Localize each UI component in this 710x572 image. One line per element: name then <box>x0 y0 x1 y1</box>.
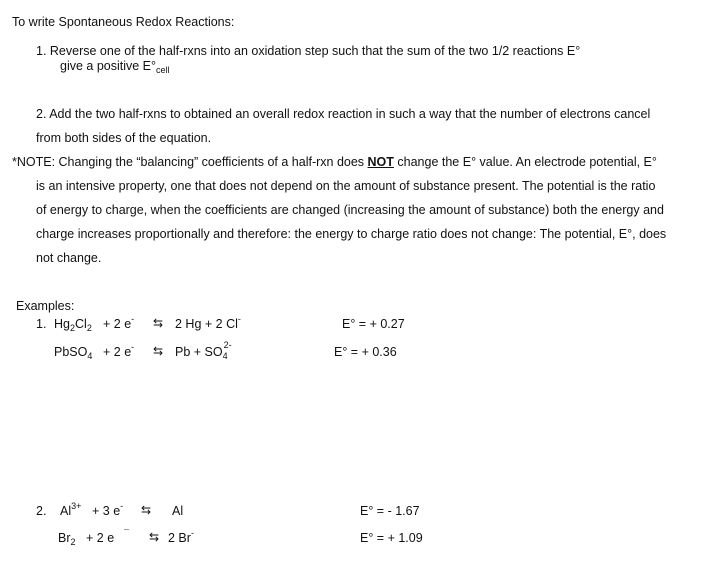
subscript: 2 <box>69 323 75 333</box>
example-2b-reactant <box>58 530 76 546</box>
electron-charge: - <box>120 501 124 511</box>
note-line-5: not change. <box>36 251 102 265</box>
equilibrium-arrow-icon: ⇆ <box>152 316 164 330</box>
example-2-product: Al <box>172 504 184 518</box>
ion-charge: 2- <box>223 340 232 350</box>
example-2b-potential: E° = + 1.09 <box>360 531 423 545</box>
note-text-a: *NOTE: Changing the “balancing” coefficients of a half-rxn does <box>12 155 368 169</box>
subscript: 2 <box>70 537 76 547</box>
electron-term: + 2 e <box>103 317 132 331</box>
subscript: 4 <box>87 351 93 361</box>
step-2-line-1: 2. Add the two half-rxns to obtained an overall redox reaction in such a way that the number of electrons cancel <box>36 107 651 121</box>
example-1-product <box>175 316 241 332</box>
note-text-b: change the E° value. An electrode potential, E° <box>393 155 657 169</box>
example-2-reactant <box>60 503 81 519</box>
ion-charge: - <box>237 314 241 324</box>
example-2-potential: E° = - 1.67 <box>360 504 420 518</box>
equilibrium-arrow-icon: ⇆ <box>152 344 164 358</box>
equilibrium-arrow-icon: ⇆ <box>148 530 160 544</box>
electron-charge: ¯ <box>124 528 130 538</box>
bromine-symbol: Br <box>58 531 71 545</box>
example-2b-electrons <box>86 530 129 546</box>
lead-sulfate-symbol: PbSO <box>54 345 88 359</box>
ion-charge: - <box>190 528 194 538</box>
note-line-2: is an intensive property, one that does not depend on the amount of substance present. The potential is the ratio <box>36 179 656 193</box>
example-1-potential: E° = + 0.27 <box>342 317 405 331</box>
electron-term: + 2 e <box>103 345 132 359</box>
example-1b-reactant <box>54 344 92 360</box>
example-1-reactant <box>54 316 92 332</box>
note-emphasis: NOT <box>367 155 394 169</box>
page-heading: To write Spontaneous Redox Reactions: <box>12 15 235 29</box>
step-2-line-2: from both sides of the equation. <box>36 131 212 145</box>
electron-term: + 2 e <box>86 531 115 545</box>
product-term: Pb + SO <box>175 345 223 359</box>
mercury-symbol: Hg <box>54 317 70 331</box>
step-1-text: give a positive E° <box>60 59 157 73</box>
example-1b-electrons <box>103 344 134 360</box>
sulfate-charge-stack <box>222 340 232 361</box>
subscript: 4 <box>222 351 228 361</box>
step-1-line-2 <box>60 58 170 74</box>
note-line-1 <box>12 154 657 170</box>
example-1b-potential: E° = + 0.36 <box>334 345 397 359</box>
ion-charge: 3+ <box>71 501 82 511</box>
equilibrium-arrow-icon: ⇆ <box>140 503 152 517</box>
aluminum-symbol: Al <box>60 504 72 518</box>
note-line-3: of energy to charge, when the coefficients are changed (increasing the amount of substance) both the energy and <box>36 203 664 217</box>
example-1-electrons <box>103 316 134 332</box>
example-2-number: 2. <box>36 504 47 518</box>
electron-charge: - <box>131 314 135 324</box>
note-line-4: charge increases proportionally and therefore: the energy to charge ratio does not change: The potential, E°, does <box>36 227 667 241</box>
electron-charge: - <box>131 342 135 352</box>
product-term: 2 Br <box>168 531 191 545</box>
example-1-number: 1. <box>36 317 47 331</box>
example-1b-product <box>175 340 232 361</box>
cell-subscript: cell <box>156 65 170 75</box>
example-2b-product <box>168 530 194 546</box>
example-2-electrons <box>92 503 123 519</box>
product-term: 2 Hg + 2 Cl <box>175 317 238 331</box>
subscript: 2 <box>86 323 92 333</box>
examples-label: Examples: <box>16 299 75 313</box>
electron-term: + 3 e <box>92 504 121 518</box>
step-1-line-1: 1. Reverse one of the half-rxns into an oxidation step such that the sum of the two 1/2 reactions E° <box>36 44 581 58</box>
chlorine-symbol: Cl <box>75 317 87 331</box>
